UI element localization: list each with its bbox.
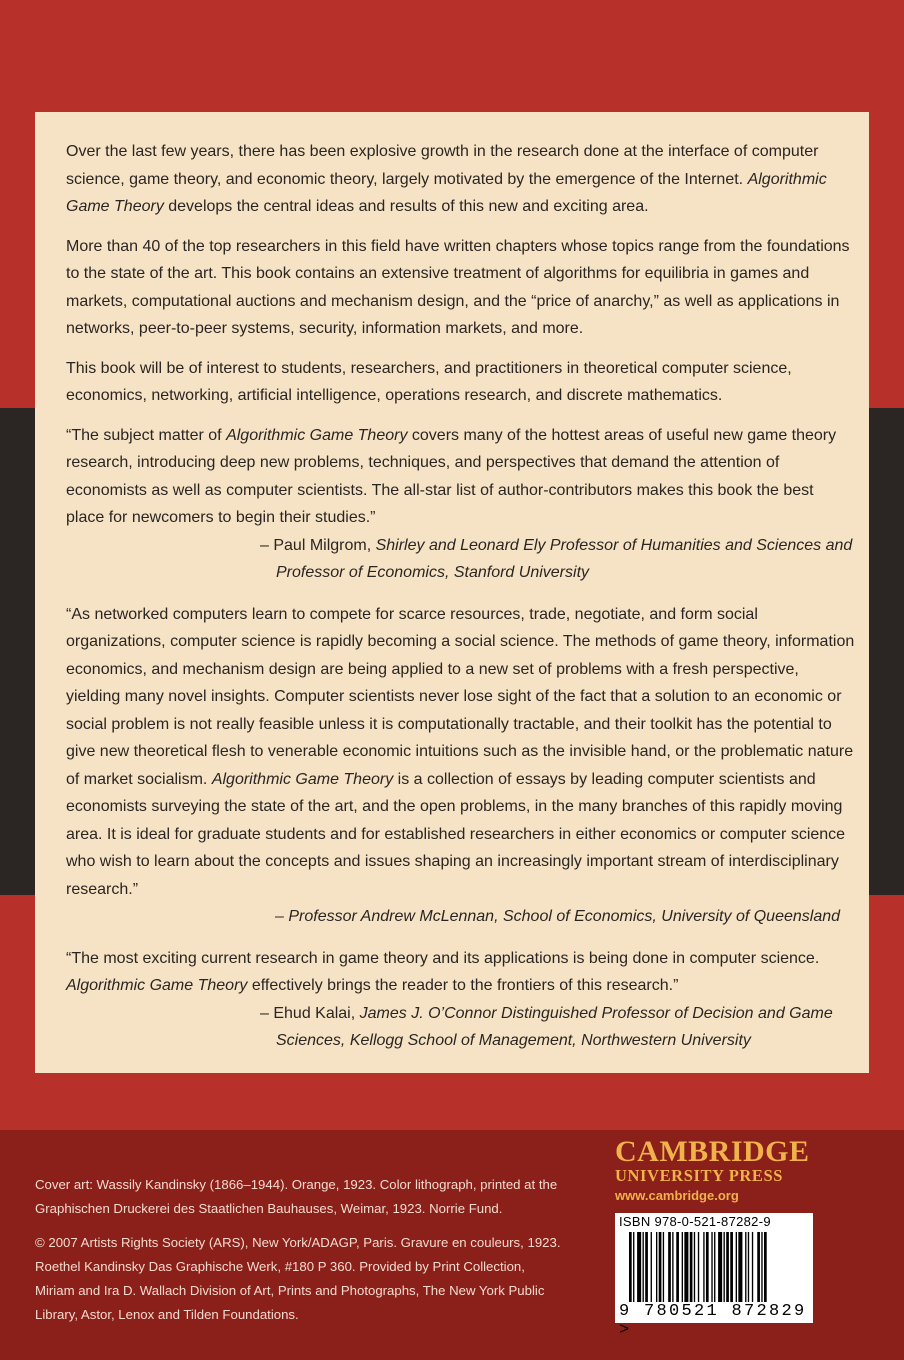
barcode-bar xyxy=(651,1232,652,1302)
barcode-bar xyxy=(663,1232,664,1302)
publisher-name: CAMBRIDGE xyxy=(615,1135,810,1168)
barcode-bar xyxy=(745,1232,746,1302)
barcode-bar xyxy=(682,1232,683,1302)
blurb-paragraph-3: This book will be of interest to students, researchers, and practitioners in theoretical computer science, economics, networking, artificial intelligence, operations research, and discrete mathematics. xyxy=(66,359,792,404)
barcode-bar xyxy=(724,1232,725,1302)
barcode-bar xyxy=(752,1232,753,1302)
barcode-bar xyxy=(676,1232,679,1302)
barcode xyxy=(615,1213,813,1340)
barcode-bar xyxy=(645,1232,648,1302)
barcode-bar xyxy=(718,1232,722,1302)
barcode-bar xyxy=(738,1232,742,1302)
barcode-bar xyxy=(643,1232,644,1302)
barcode-bar xyxy=(730,1232,733,1302)
barcode-bar xyxy=(761,1232,762,1302)
barcode-bar xyxy=(633,1232,634,1302)
quote-attribution-kalai: – Ehud Kalai, James J. O’Connor Distinguished Professor of Decision and Game Sciences, Kellogg School of Management, Northwestern University xyxy=(260,1004,833,1049)
book-title: Algorithmic Game Theory xyxy=(66,170,827,215)
barcode-bar xyxy=(694,1232,695,1302)
blurb-paragraph-1: Over the last few years, there has been explosive growth in the research done at the interface of computer science, game theory, and economic theory, largely motivated by the emergence of the Internet. Algorithmic Game Theory develops the central ideas and results of this new and exciting area. xyxy=(66,143,827,215)
quote-mclennan: “As networked computers learn to compete for scarce resources, trade, negotiate, and form social organizations, computer science is rapidly becoming a social science. The methods of game theory, information economics, and mechanism design are being applied to a new set of problems with a fresh perspective, yielding many novel insights. Computer scientists never lose sight of the fact that a solution to an economic or social problem is not really feasible unless it is computationally tractable, and their toolkit has the potential to give new theoretical flesh to venerable economic intuitions such as the invisible hand, or the problematic nature of market socialism. Algorithmic Game Theory is a collection of essays by leading computer scientists and economists surveying the state of the art, and the open problems, in the many branches of this rapidly moving area. It is ideal for graduate students and for established researchers in either economics or computer science who wish to learn about the concepts and issues shaping an increasingly important stream of interdisciplinary research.” xyxy=(66,605,855,898)
cover-credits xyxy=(35,1173,565,1337)
barcode-bar xyxy=(703,1232,704,1302)
quote-attribution-milgrom: – Paul Milgrom, Shirley and Leonard Ely Professor of Humanities and Sciences and Professor of Economics, Stanford University xyxy=(260,536,853,581)
barcode-bar xyxy=(748,1232,749,1302)
quote-milgrom: “The subject matter of Algorithmic Game Theory covers many of the hottest areas of useful new game theory research, introducing deep new problems, techniques, and perspectives that demand the attention of economists as well as computer scientists. The all-star list of author-contributors makes this book the best place for newcomers to begin their studies.” xyxy=(66,426,837,526)
publisher-subtitle: UNIVERSITY PRESS xyxy=(615,1166,784,1185)
barcode-bar xyxy=(672,1232,673,1302)
cover-art-credit: Cover art: Wassily Kandinsky (1866–1944). Orange, 1923. Color lithograph, printed at the Graphischen Druckerei des Staatlichen Bauhauses, Weimar, 1923. Norrie Fund. xyxy=(35,1177,558,1216)
barcode-bar xyxy=(698,1232,699,1302)
publisher-logo xyxy=(615,1136,825,1203)
blurb-paragraph-2: More than 40 of the top researchers in this field have written chapters whose topics range from the foundations to the state of the art. This book contains an extensive treatment of algorithms for equilibria in games and markets, computational auctions and mechanism design, and the “price of anarchy,” as well as applications in networks, peer-to-peer systems, security, information markets, and more. xyxy=(66,237,850,337)
barcode-bar xyxy=(668,1232,671,1302)
barcode-bar xyxy=(656,1232,657,1302)
quote-attribution-mclennan: – Professor Andrew McLennan, School of Economics, University of Queensland xyxy=(275,908,841,925)
quote-kalai: “The most exciting current research in game theory and its applications is being done in computer science. Algorithmic Game Theory effectively brings the reader to the frontiers of this research.” xyxy=(66,949,820,994)
publisher-url[interactable]: www.cambridge.org xyxy=(615,1188,739,1203)
barcode-bar xyxy=(629,1232,632,1302)
barcode-bar xyxy=(736,1232,737,1302)
blurb-panel xyxy=(35,112,869,1073)
barcode-bar xyxy=(757,1232,760,1302)
barcode-bar xyxy=(659,1232,662,1302)
ean-digits: 9 780521 872829 > xyxy=(619,1302,807,1340)
copyright-credit: © 2007 Artists Rights Society (ARS), New York/ADAGP, Paris. Gravure en couleurs, 1923. Roethel Kandinsky Das Graphische Werk, #180 P 360. Provided by Print Collection, Miriam and Ira D. Wallach Division of Art, Prints and Photographs, The New York Public Library, Astor, Lenox and Tilden Foundations. xyxy=(35,1235,561,1322)
barcode-bar xyxy=(684,1232,688,1302)
barcode-bar xyxy=(690,1232,693,1302)
barcode-bar xyxy=(706,1232,709,1302)
barcode-bar xyxy=(714,1232,715,1302)
isbn-label: ISBN 978-0-521-87282-9 xyxy=(619,1214,771,1229)
barcode-bar xyxy=(726,1232,729,1302)
barcode-bar xyxy=(711,1232,712,1302)
barcode-bar xyxy=(637,1232,641,1302)
barcode-bar xyxy=(764,1232,767,1302)
